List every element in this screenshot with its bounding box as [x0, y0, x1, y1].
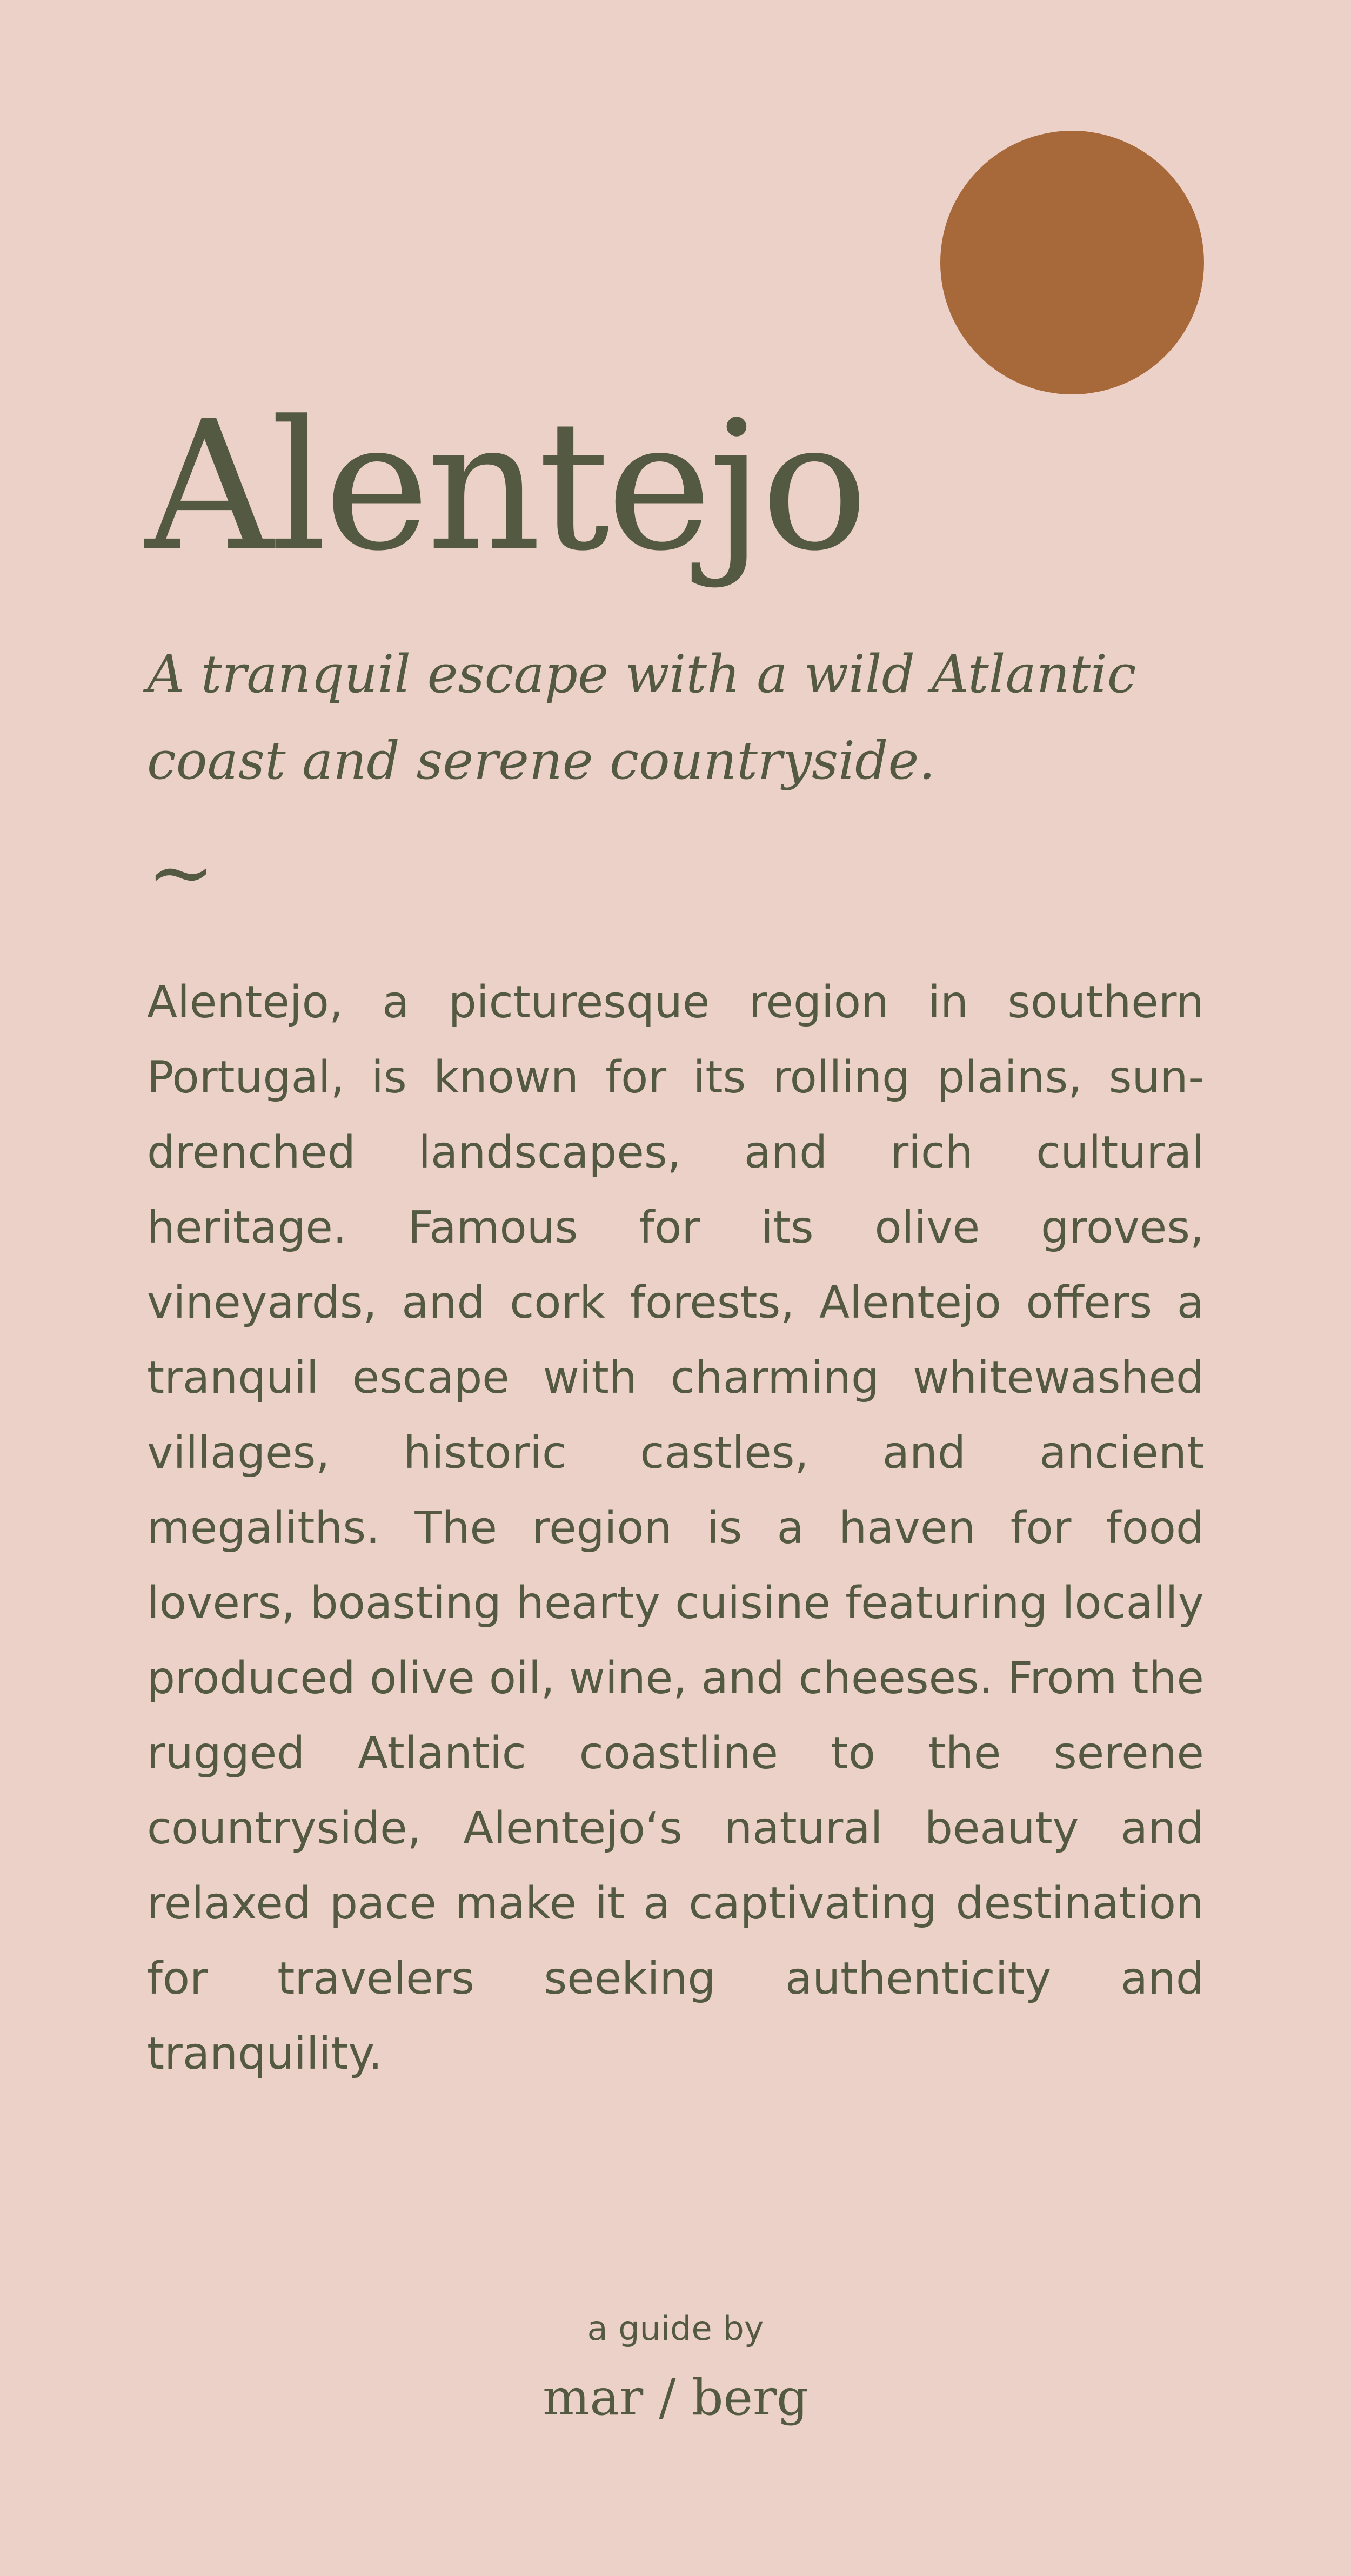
sun-circle-icon: [940, 131, 1204, 394]
page-subtitle: A tranquil escape with a wild Atlantic coast and serene countryside.: [147, 644, 1136, 791]
body-text: Alentejo, a picturesque region in southern Portugal, is known for its rolling plains, sun-drenched landscapes, and rich cultural heritage. Famous for its olive groves, vineyards, and cork forests, Alentejo offers a tranquil escape with charming whitewashed villages, historic castles, and ancient megaliths. The region is a haven for food lovers, boasting hearty cuisine featuring locally produced olive oil, wine, and cheeses. From the rugged Atlantic coastline to the serene countryside, Alentejo‘s natural beauty and relaxed pace make it a captivating destination for travelers seeking authenticity and tranquility.: [147, 977, 1204, 2079]
page-title: Alentejo: [145, 383, 865, 590]
footer-brand: mar / berg: [543, 2369, 808, 2426]
footer-tagline: a guide by: [587, 2309, 764, 2348]
tilde-divider: ~: [147, 826, 215, 920]
